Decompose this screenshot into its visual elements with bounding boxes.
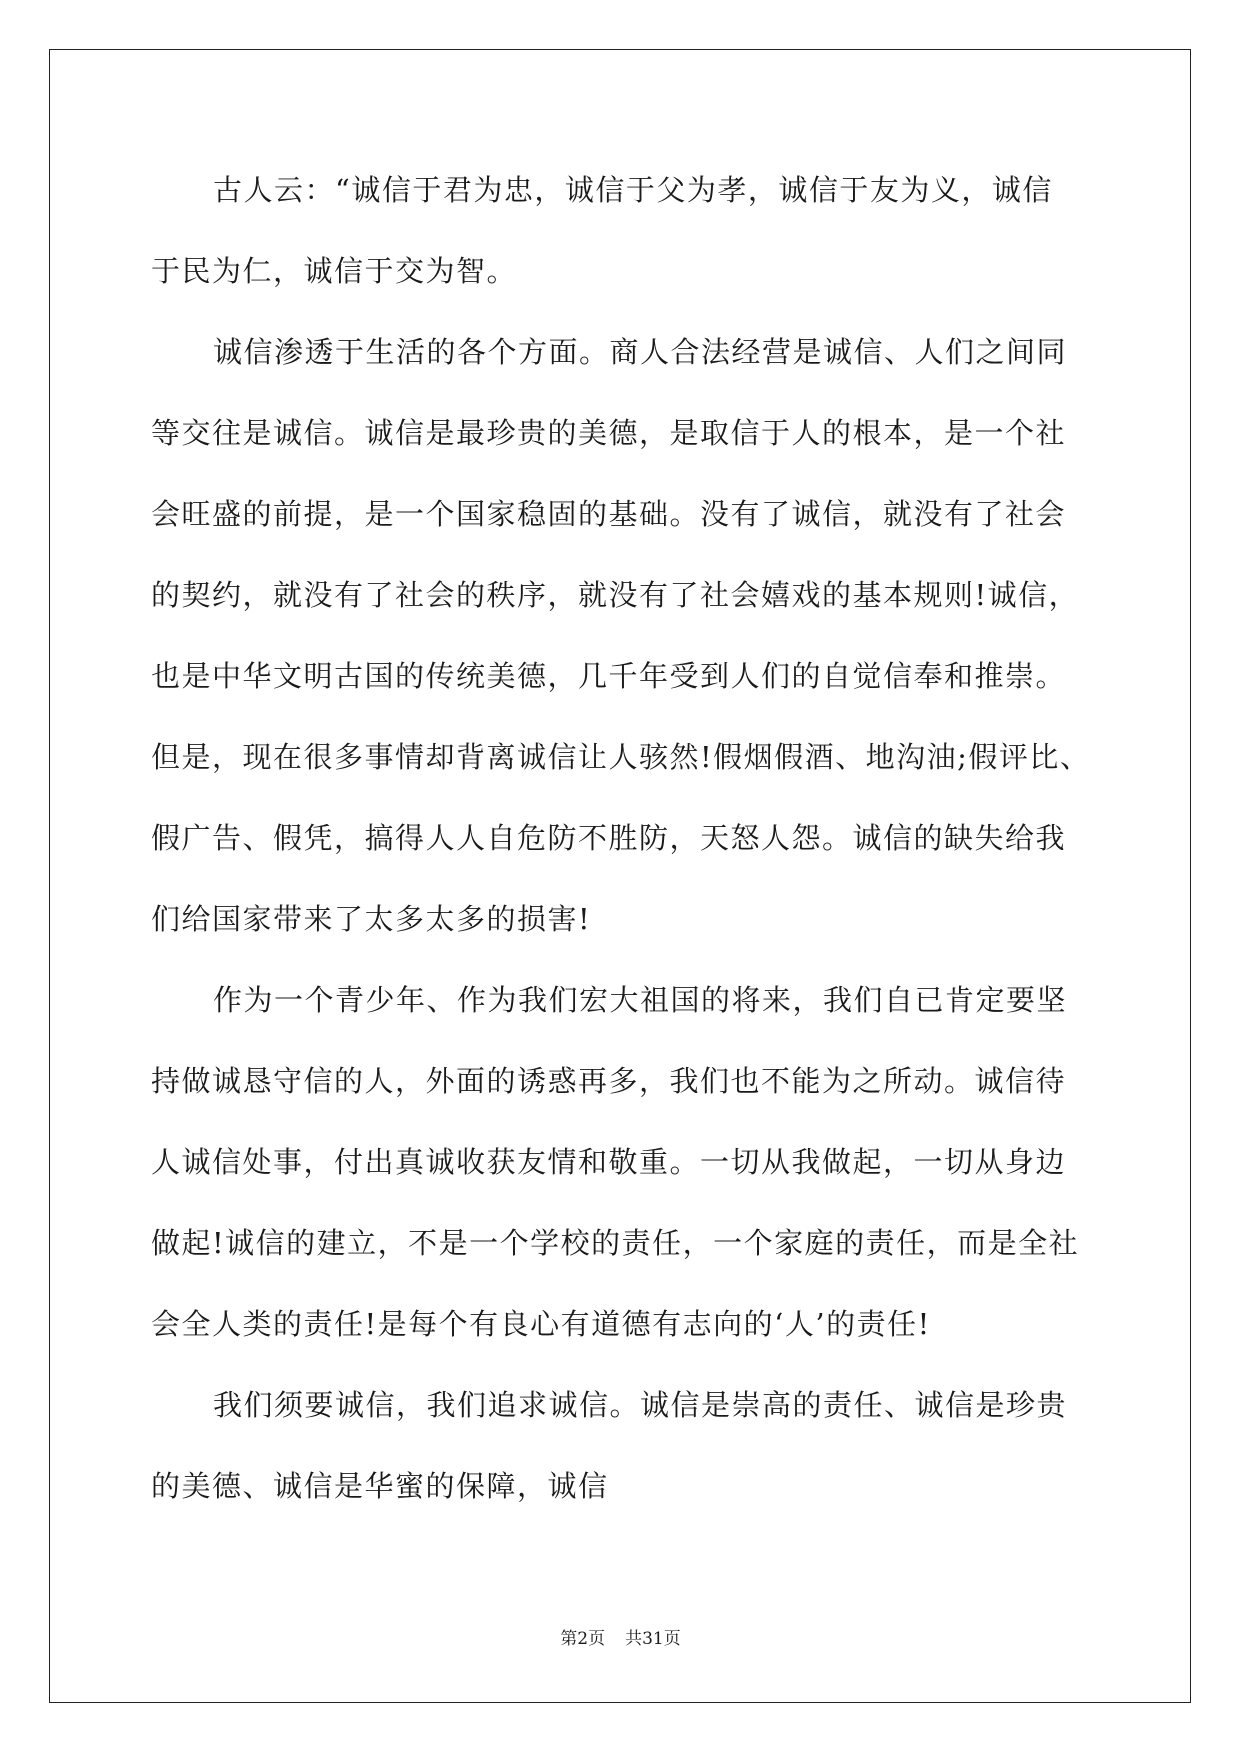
- text-line-12: 持做诚恳守信的人，外面的诱惑再多，我们也不能为之所动。诚信待: [151, 1064, 1067, 1098]
- text-line-9: 假广告、假凭，搞得人人自危防不胜防，天怒人怨。诚信的缺失给我: [151, 821, 1067, 855]
- text-line-1: 古人云：“诚信于君为忠，诚信于父为孝，诚信于友为义，诚信: [213, 173, 1053, 207]
- page-total: 共31页: [625, 1629, 681, 1649]
- text-line-11: 作为一个青少年、作为我们宏大祖国的将来，我们自已肯定要坚: [213, 983, 1068, 1017]
- text-line-8: 但是，现在很多事情却背离诚信让人骇然!假烟假酒、地沟油;假评比、: [151, 740, 1091, 774]
- text-line-2: 于民为仁，诚信于交为智。: [151, 254, 518, 288]
- text-line-5: 会旺盛的前提，是一个国家稳固的基础。没有了诚信，就没有了社会: [151, 497, 1067, 531]
- body-text: [151, 160, 1091, 1537]
- text-line-16: 我们须要诚信，我们追求诚信。诚信是崇高的责任、诚信是珍贵: [213, 1388, 1068, 1422]
- text-line-10: 们给国家带来了太多太多的损害!: [151, 902, 592, 936]
- text-line-15: 会全人类的责任!是每个有良心有道德有志向的‘人’的责任!: [151, 1307, 931, 1341]
- text-line-3: 诚信渗透于生活的各个方面。商人合法经营是诚信、人们之间同: [213, 335, 1068, 369]
- text-line-14: 做起!诚信的建立，不是一个学校的责任，一个家庭的责任，而是全社: [151, 1226, 1080, 1260]
- text-line-6: 的契约，就没有了社会的秩序，就没有了社会嬉戏的基本规则!诚信，: [151, 578, 1080, 612]
- text-line-17: 的美德、诚信是华蜜的保障，诚信: [151, 1469, 609, 1503]
- text-line-4: 等交往是诚信。诚信是最珍贵的美德，是取信于人的根本，是一个社: [151, 416, 1067, 450]
- page-footer: [0, 1624, 1241, 1649]
- text-line-13: 人诚信处事，付出真诚收获友情和敬重。一切从我做起，一切从身边: [151, 1145, 1067, 1179]
- text-line-7: 也是中华文明古国的传统美德，几千年受到人们的自觉信奉和推崇。: [151, 659, 1067, 693]
- page-number: 第2页: [560, 1629, 606, 1649]
